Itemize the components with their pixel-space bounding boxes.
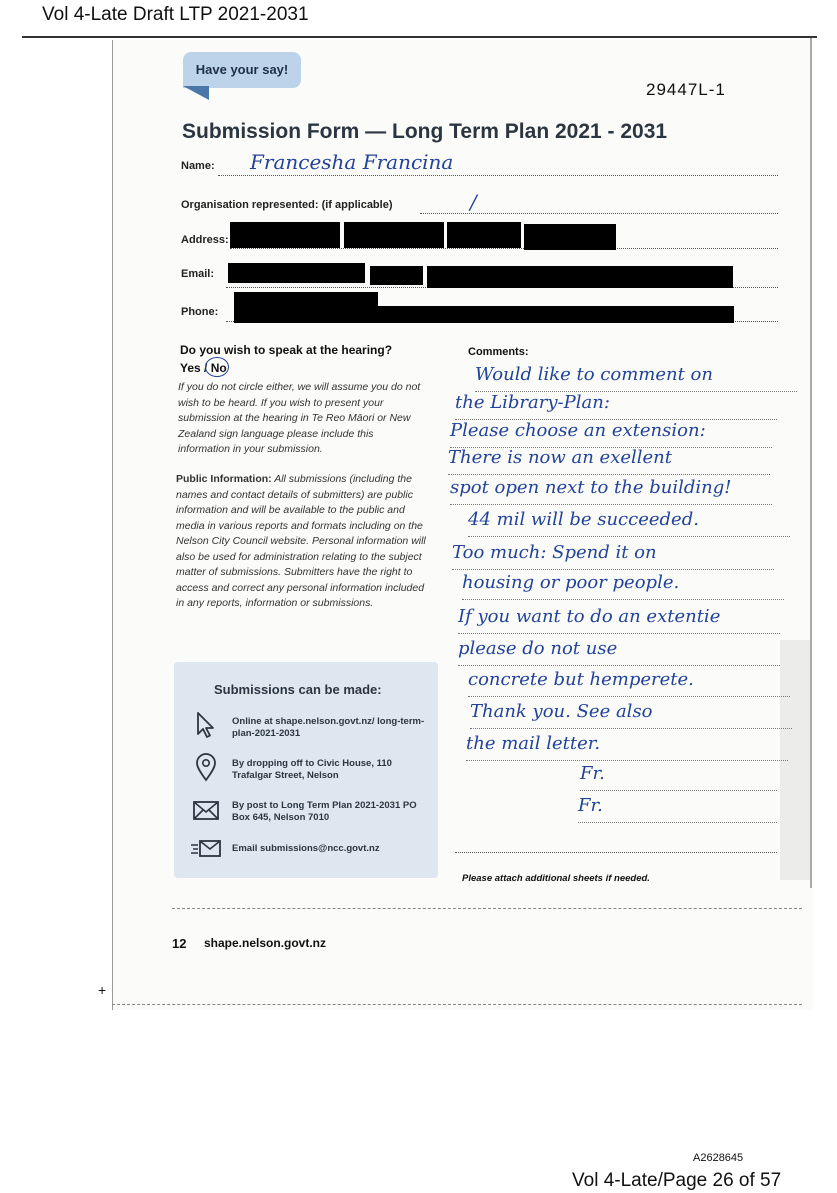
redaction-block [234,306,734,323]
comment-line: Too much: Spend it on [452,541,774,570]
yes-option: Yes / [180,361,211,375]
comment-line: Please choose an extension: [450,419,772,448]
scan-edge-top [22,36,817,38]
redaction-block [447,222,521,248]
submissions-title: Submissions can be made: [214,682,382,697]
form-title: Submission Form — Long Term Plan 2021 - 2031 [182,120,668,143]
location-pin-icon [190,752,222,782]
organisation-label: Organisation represented: (if applicable) [181,199,393,211]
form-code: 29447L-1 [646,80,726,99]
redaction-block [370,266,423,285]
submit-email-text: Email submissions@ncc.govt.nz [232,843,380,854]
submit-online-text: Online at shape.nelson.govt.nz/ long-term-plan-2021-2031 [232,716,425,739]
phone-label: Phone: [181,306,219,318]
no-option: No [210,361,227,375]
comment-line: There is now an exellent [448,446,770,475]
crop-mark: + [98,982,107,998]
attach-sheets-note: Please attach additional sheets if needed. [462,873,650,884]
comment-line: If you want to do an extentie [458,605,780,634]
no-circled-mark [205,357,229,377]
form-website: shape.nelson.govt.nz [204,936,327,950]
cursor-icon [190,710,222,740]
submit-post-text: By post to Long Term Plan 2021-2031 PO Box 645, Nelson 7010 [232,800,417,823]
comment-line: the mail letter. [466,732,788,761]
address-line [230,248,778,249]
submit-dropoff-text: By dropping off to Civic House, 110 Trafalgar Street, Nelson [232,758,392,781]
comment-line: please do not use [458,637,780,666]
organisation-value: / [470,190,477,214]
comment-line: Would like to comment on [475,363,797,392]
name-value: Francesha Francina [250,150,454,174]
name-line [218,175,778,176]
comment-line: spot open next to the building! [450,476,772,505]
badge-tail [183,86,209,100]
comment-line: housing or poor people. [462,571,784,600]
speak-at-hearing-question: Do you wish to speak at the hearing? [180,343,393,357]
email-label: Email: [181,268,215,280]
redaction-block [228,263,365,283]
address-label: Address: [181,234,229,246]
comment-line: the Library-Plan: [455,391,777,420]
redaction-block [427,266,733,288]
comment-line: concrete but hemperete. [468,668,790,697]
speak-note: If you do not circle either, we will assume you do not wish to be heard. If you wish to present your submission at the hearing in Te Reo Māori or New Zealand sign language please include this information in your submission. [178,381,421,455]
redaction-block [344,222,444,248]
have-your-say-badge: Have your say! [183,52,301,88]
comment-blank-line [455,852,777,853]
document-header: Vol 4-Late Draft LTP 2021-2031 [42,4,309,25]
scan-edge-right [810,38,812,888]
divider [172,908,802,909]
name-label: Name: [181,160,215,172]
page-indicator: Vol 4-Late/Page 26 of 57 [572,1170,782,1191]
redaction-block [230,222,340,248]
comment-line: 44 mil will be succeeded. [468,508,790,537]
public-information-heading: Public Information: [176,473,272,485]
envelope-icon [190,796,222,826]
divider [112,1004,802,1005]
comment-line: Thank you. See also [470,700,792,729]
comment-signature: Fr. [580,762,777,791]
form-page-number: 12 [172,936,187,951]
comments-label: Comments: [468,346,529,358]
document-reference-code: A2628645 [693,1152,744,1164]
redaction-block [524,224,616,250]
public-information [176,472,426,612]
send-envelope-icon [190,834,222,864]
public-information-text: All submissions (including the names and contact details of submitters) are public information and will be available to the public and media in various reports and formats including on the Nelson City Council website. Personal information will also be used for administration relating to the subject matter of submissions. Submitters have the right to access and correct any personal information included in any reports, information or submissions. [176,473,426,609]
comment-signature: Fr. [578,794,777,823]
